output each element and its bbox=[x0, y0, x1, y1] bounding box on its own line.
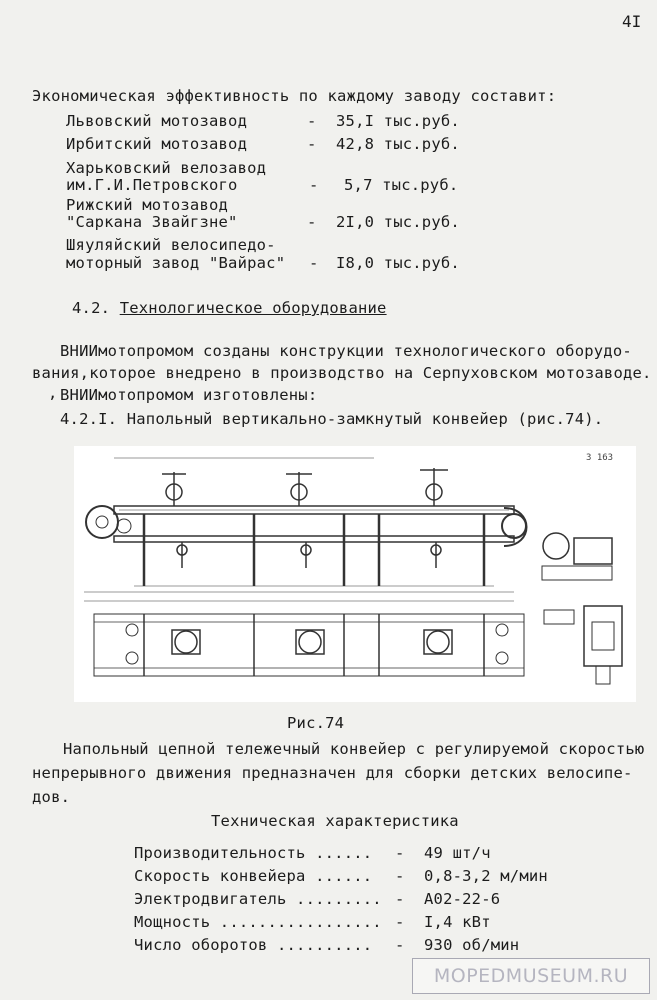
factory-name: Харьковский велозавод bbox=[66, 159, 267, 177]
conveyor-drawing bbox=[74, 446, 636, 702]
spec-value: 49 шт/ч bbox=[424, 844, 491, 862]
spec-dash: - bbox=[395, 936, 405, 954]
spec-label: Число оборотов .......... bbox=[134, 936, 373, 954]
factory-value: 5,7 тыс.руб. bbox=[344, 176, 459, 194]
paragraph-line: ВНИИмотопромом созданы конструкции технологического оборудо- bbox=[60, 342, 632, 360]
factory-dash: - bbox=[309, 176, 319, 194]
paragraph-line: вания,которое внедрено в производство на Серпуховском мотозаводе. bbox=[32, 364, 652, 382]
factory-dash: - bbox=[309, 254, 319, 272]
spec-dash: - bbox=[395, 844, 405, 862]
factory-value: 2I,0 тыс.руб. bbox=[336, 213, 460, 231]
factory-name: им.Г.И.Петровского bbox=[66, 176, 238, 194]
spec-value: А02-22-6 bbox=[424, 890, 501, 908]
factory-value: I8,0 тыс.руб. bbox=[336, 254, 460, 272]
factory-value: 35,I тыс.руб. bbox=[336, 112, 460, 130]
factory-dash: - bbox=[307, 213, 317, 231]
section-title: Технологическое оборудование bbox=[119, 299, 387, 317]
paragraph-line: Напольный цепной тележечный конвейер с регулируемой скоростью bbox=[63, 740, 645, 758]
section-heading bbox=[72, 299, 387, 317]
spec-title: Техническая характеристика bbox=[211, 812, 459, 830]
spec-label: Мощность ................. bbox=[134, 913, 382, 931]
paragraph-line: непрерывного движения предназначен для сборки детских велосипе- bbox=[32, 764, 633, 782]
figure-caption: Рис.74 bbox=[287, 714, 345, 732]
factory-dash: - bbox=[307, 112, 317, 130]
spec-value: I,4 кВт bbox=[424, 913, 491, 931]
margin-mark: , bbox=[48, 384, 58, 402]
spec-dash: - bbox=[395, 913, 405, 931]
factory-value: 42,8 тыс.руб. bbox=[336, 135, 460, 153]
page-number: 4I bbox=[622, 12, 642, 31]
drawing-stamp: 3 163 bbox=[586, 453, 614, 463]
paragraph-line: дов. bbox=[32, 788, 71, 806]
factory-name: Шяуляйский велосипедо- bbox=[66, 236, 276, 254]
spec-dash: - bbox=[395, 867, 405, 885]
spec-dash: - bbox=[395, 890, 405, 908]
factory-name: Львовский мотозавод bbox=[66, 112, 248, 130]
spec-label: Электродвигатель ......... bbox=[134, 890, 382, 908]
spec-value: 930 об/мин bbox=[424, 936, 520, 954]
item-text: 4.2.I. Напольный вертикально-замкнутый конвейер (рис.74). bbox=[60, 410, 604, 428]
spec-value: 0,8-3,2 м/мин bbox=[424, 867, 548, 885]
watermark-logo: MOPEDMUSEUM.RU bbox=[412, 958, 650, 994]
section-number: 4.2. bbox=[72, 299, 111, 317]
factory-name: Ирбитский мотозавод bbox=[66, 135, 248, 153]
factory-name: Рижский мотозавод bbox=[66, 196, 229, 214]
factory-dash: - bbox=[307, 135, 317, 153]
spec-label: Производительность ...... bbox=[134, 844, 373, 862]
factory-name: "Саркана Звайгзне" bbox=[66, 213, 238, 231]
factory-name: моторный завод "Вайрас" bbox=[66, 254, 286, 272]
paragraph-line: ВНИИмотопромом изготовлены: bbox=[60, 386, 318, 404]
spec-label: Скорость конвейера ...... bbox=[134, 867, 373, 885]
intro-text: Экономическая эффективность по каждому заводу составит: bbox=[32, 87, 557, 105]
